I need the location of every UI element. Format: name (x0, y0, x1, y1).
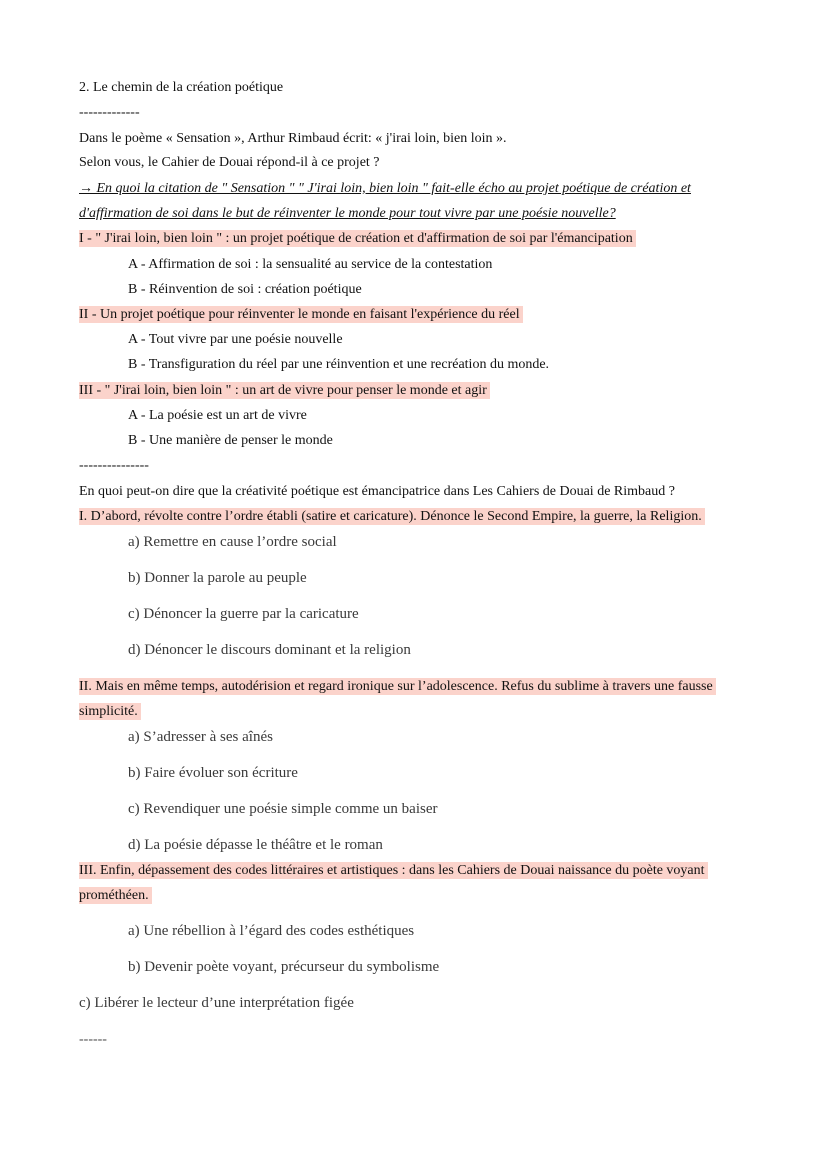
separator: ------------- (79, 105, 140, 120)
sub-item: A - Tout vivre par une poésie nouvelle (128, 332, 343, 347)
sub-item: d) La poésie dépasse le théâtre et le roman (128, 837, 383, 853)
sub-item: b) Faire évoluer son écriture (128, 765, 298, 781)
sub-item: d) Dénoncer le discours dominant et la religion (128, 642, 411, 658)
sub-item: c) Libérer le lecteur d’une interprétation figée (79, 995, 354, 1011)
sub-item: a) S’adresser à ses aînés (128, 729, 273, 745)
part-title: III. Enfin, dépassement des codes littéraires et artistiques : dans les Cahiers de Douai naissance du poète voyant (79, 862, 708, 879)
sub-item: a) Une rébellion à l’égard des codes esthétiques (128, 923, 415, 939)
sub-item: c) Dénoncer la guerre par la caricature (128, 606, 359, 622)
part-title: prométhéen. (79, 887, 152, 904)
part-title: II. Mais en même temps, autodérision et regard ironique sur l’adolescence. Refus du sublime à travers une fausse (79, 678, 716, 695)
problematic: → En quoi la citation de " Sensation " " J'irai loin, bien loin " fait-elle écho au projet poétique de création et (79, 181, 691, 196)
intro-line: Selon vous, le Cahier de Douai répond-il à ce projet ? (79, 155, 380, 170)
question: En quoi peut-on dire que la créativité poétique est émancipatrice dans Les Cahiers de Douai de Rimbaud ? (79, 484, 675, 499)
sub-item: B - Réinvention de soi : création poétique (128, 282, 362, 297)
part-title: I. D’abord, révolte contre l’ordre établi (satire et caricature). Dénonce le Second Empire, la guerre, la Religion. (79, 508, 705, 525)
sub-item: a) Remettre en cause l’ordre social (128, 534, 337, 550)
sub-item: A - Affirmation de soi : la sensualité au service de la contestation (128, 257, 493, 272)
sub-item: B - Une manière de penser le monde (128, 433, 333, 448)
sub-item: A - La poésie est un art de vivre (128, 408, 307, 423)
sub-item: b) Donner la parole au peuple (128, 570, 307, 586)
sub-item: B - Transfiguration du réel par une réinvention et une recréation du monde. (128, 357, 550, 372)
problematic: d'affirmation de soi dans le but de réinventer le monde pour tout vivre par une poésie nouvelle? (79, 206, 616, 221)
part-title: I - " J'irai loin, bien loin " : un projet poétique de création et d'affirmation de soi par l'émancipation (79, 230, 636, 247)
separator: ------ (79, 1032, 107, 1047)
separator: --------------- (79, 458, 149, 473)
sub-item: c) Revendiquer une poésie simple comme un baiser (128, 801, 438, 817)
part-title: II - Un projet poétique pour réinventer le monde en faisant l'expérience du réel (79, 306, 523, 323)
part-title: III - " J'irai loin, bien loin " : un art de vivre pour penser le monde et agir (79, 382, 490, 399)
sub-item: b) Devenir poète voyant, précurseur du symbolisme (128, 959, 440, 975)
part-title: simplicité. (79, 703, 141, 720)
section-title: 2. Le chemin de la création poétique (79, 80, 284, 95)
intro-line: Dans le poème « Sensation », Arthur Rimbaud écrit: « j'irai loin, bien loin ». (79, 131, 507, 146)
